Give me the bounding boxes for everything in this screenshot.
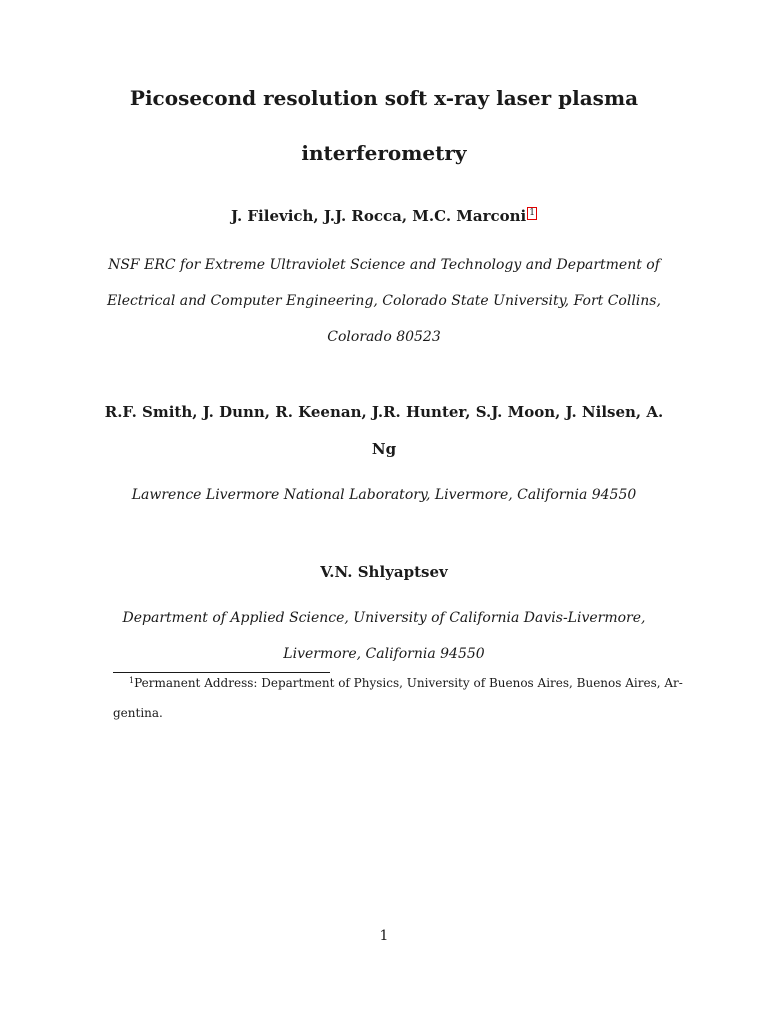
author-group-3: V.N. Shlyaptsev	[320, 563, 448, 581]
page-number: 1	[379, 928, 389, 944]
footnote-rule	[113, 672, 330, 673]
affiliation-3-line-2: Livermore, California 94550	[283, 646, 485, 662]
affiliation-1-line-3: Colorado 80523	[327, 329, 441, 345]
author-group-2-line-2: Ng	[371, 440, 397, 458]
paper-title-line-1: Picosecond resolution soft x-ray laser plasma	[129, 86, 639, 110]
footnote-line-1	[129, 676, 683, 690]
footnote-link[interactable]: 1	[529, 208, 535, 218]
affiliation-1-line-2: Electrical and Computer Engineering, Colorado State University, Fort Collins,	[107, 293, 661, 309]
author-group-2-line-1: R.F. Smith, J. Dunn, R. Keenan, J.R. Hunter, S.J. Moon, J. Nilsen, A.	[104, 403, 664, 421]
footnote-marker: 1	[129, 676, 135, 685]
footnote-text-1: Permanent Address: Department of Physics, University of Buenos Aires, Buenos Aires, Ar-	[134, 676, 683, 690]
author-names-1: J. Filevich, J.J. Rocca, M.C. Marconi	[231, 207, 527, 225]
affiliation-1-line-1: NSF ERC for Extreme Ultraviolet Science and Technology and Department of	[108, 257, 660, 273]
author-group-1	[0, 207, 768, 225]
paper-title-line-2: interferometry	[301, 141, 467, 165]
affiliation-3-line-1: Department of Applied Science, University of California Davis-Livermore,	[122, 610, 646, 626]
footnote-line-2: gentina.	[113, 706, 163, 720]
affiliation-2: Lawrence Livermore National Laboratory, Livermore, California 94550	[131, 487, 637, 503]
